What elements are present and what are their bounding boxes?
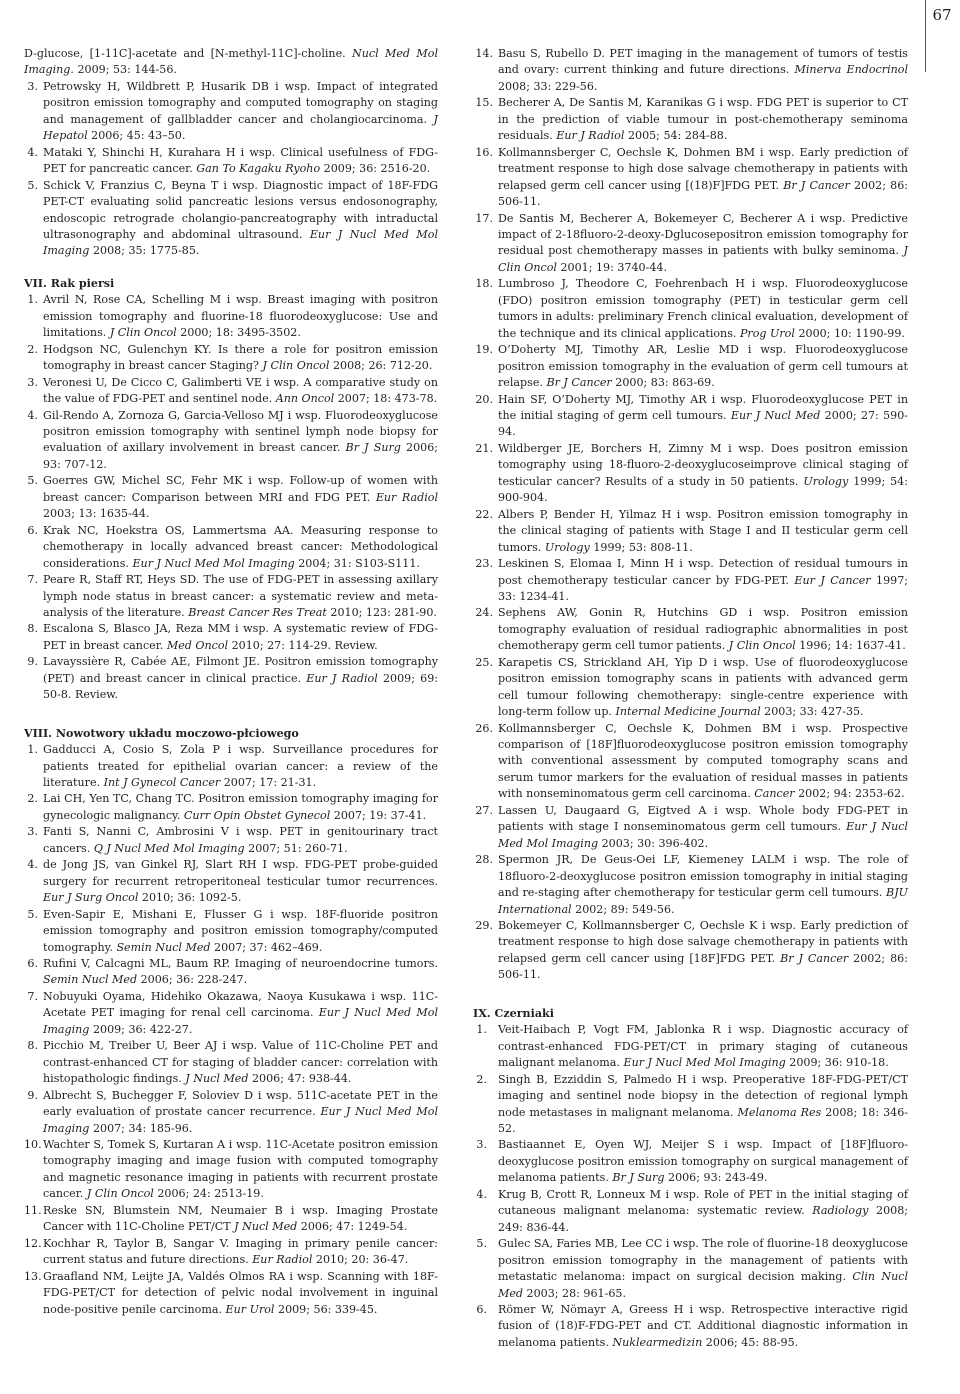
- reference-journal: Br J Surg: [345, 441, 401, 455]
- reference-journal: Breast Cancer Res Treat: [188, 605, 327, 619]
- reference-number: 4.: [27, 145, 38, 159]
- reference-number: 5.: [27, 907, 38, 921]
- reference-citation: 2010; 36: 1092-5.: [138, 891, 242, 905]
- reference-text: [493, 145, 908, 211]
- reference-text: [38, 342, 438, 375]
- reference-body: D-glucose, [1-11C]-acetate and [N-methyl-11C]-choline.: [24, 47, 353, 60]
- reference-citation: 2002; 86: 506-11.: [498, 951, 908, 982]
- reference-item: [24, 473, 438, 522]
- reference-journal: J Nucl Med: [234, 1220, 298, 1234]
- reference-journal: Internal Medicine Journal: [615, 705, 761, 719]
- reference-text: [38, 292, 438, 341]
- reference-citation: 2006; 93: 243-49.: [664, 1171, 768, 1185]
- reference-citation: 2009; 36: 422-27.: [89, 1022, 193, 1036]
- reference-body: Avril N, Rose CA, Schelling M i wsp. Breast imaging with positron emission tomography and fluorine-18 fluorodeoxyglucose: Use and limitations.: [43, 293, 438, 340]
- reference-number: 17.: [475, 211, 493, 225]
- reference-text: [24, 46, 438, 79]
- reference-number: 3.: [27, 825, 38, 839]
- right-continued-references: [473, 46, 908, 984]
- reference-citation: 2006; 47: 938-44.: [248, 1072, 352, 1086]
- reference-text: [38, 907, 438, 956]
- reference-item: [24, 621, 438, 654]
- reference-text: [493, 721, 908, 803]
- reference-number: 10.: [24, 1138, 42, 1151]
- reference-number: 21.: [475, 441, 493, 455]
- reference-journal: J Clin Oncol: [109, 326, 177, 340]
- reference-citation: 2006; 36: 228-247.: [137, 973, 248, 987]
- reference-number: 13.: [24, 1269, 42, 1283]
- reference-journal: Eur J Nucl Med Mol Imaging: [43, 227, 438, 258]
- reference-number: 2.: [476, 1072, 487, 1086]
- reference-text: [493, 95, 908, 144]
- reference-body: Römer W, Nömayr A, Greess H i wsp. Retrospective interactive rigid fusion of (18)F-FDG-PET and CT. Additional diagnostic information in melanoma patients.: [498, 1302, 908, 1349]
- reference-journal: Radiology: [812, 1204, 869, 1218]
- reference-number: 22.: [475, 507, 493, 521]
- reference-journal: J Clin Oncol: [86, 1187, 154, 1201]
- reference-number: 20.: [475, 392, 493, 406]
- reference-item: [24, 145, 438, 178]
- reference-item: [24, 408, 438, 474]
- reference-text: [487, 1137, 908, 1186]
- reference-body: Albrecht S, Buchegger F, Soloviev D i wsp. 511C-acetate PET in the early evaluation of prostate cancer recurrence.: [43, 1088, 438, 1119]
- reference-journal: Eur J Nucl Med Mol Imaging: [43, 1006, 439, 1036]
- reference-citation: 2004; 31: S103-S111.: [294, 556, 420, 570]
- reference-text: [38, 1236, 438, 1269]
- reference-item: [473, 556, 908, 605]
- reference-item: [473, 918, 908, 984]
- reference-number: 29.: [475, 919, 493, 933]
- reference-body: Basu S, Rubello D. PET imaging in the management of tumors of testis and ovary: current thinking and future directions.: [498, 47, 908, 77]
- reference-body: Goerres GW, Michel SC, Fehr MK i wsp. Follow-up of women with breast cancer: Comparison between MRI and FDG PET.: [43, 474, 438, 504]
- reference-citation: 2006; 47: 1249-54.: [297, 1220, 408, 1234]
- reference-journal: Cancer: [754, 787, 795, 801]
- reference-item: [473, 145, 908, 211]
- reference-text: [38, 654, 438, 703]
- reference-text: [38, 408, 438, 474]
- reference-citation: 2007; 17: 21-31.: [220, 776, 317, 790]
- reference-text: [38, 145, 438, 178]
- reference-body: Lai CH, Yen TC, Chang TC. Positron emission tomography imaging for gynecologic malignancy.: [43, 792, 438, 822]
- reference-body: Even-Sapir E, Mishani E, Flusser G i wsp. 18F-fluoride positron emission tomography and positron emission tomography/computed tomography.: [43, 907, 438, 954]
- reference-number: 25.: [475, 655, 493, 669]
- reference-number: 6.: [27, 957, 38, 971]
- reference-item: [24, 1137, 438, 1203]
- reference-body: Veit-Haibach P, Vogt FM, Jablonka R i wsp. Diagnostic accuracy of contrast-enhanced FDG-PET/CT in primary staging of cutaneous malignant melanoma.: [498, 1023, 908, 1070]
- reference-citation: 2008; 35: 1775-85.: [89, 244, 200, 258]
- reference-item: [473, 276, 908, 342]
- reference-citation: 2009; 53: 144-56.: [73, 63, 177, 77]
- reference-body: De Santis M, Becherer A, Bokemeyer C, Becherer A i wsp. Predictive impact of 2-18fluoro-2-deoxy-Dglucosepositron emission tomography for residual post chemotherapy masses in patients with bulky seminoma.: [498, 211, 908, 258]
- reference-item: [473, 342, 908, 391]
- reference-journal: Br J Cancer: [783, 178, 850, 192]
- reference-number: 14.: [475, 47, 493, 60]
- reference-text: [493, 918, 908, 984]
- reference-body: Kollmannsberger C, Oechsle K, Dohmen BM i wsp. Early prediction of treatment response to high dose salvage chemotherapy in patients with relapsed germ cell cancer using [(18)F]FDG PET.: [498, 145, 908, 192]
- reference-item: [473, 852, 908, 918]
- reference-item: [473, 1072, 908, 1138]
- reference-journal: Semin Nucl Med: [43, 973, 138, 987]
- reference-number: 15.: [475, 96, 493, 110]
- section-vii-references: [24, 292, 438, 703]
- reference-journal: Eur J Nucl Med Mol Imaging: [498, 820, 908, 850]
- reference-item: [24, 654, 438, 703]
- reference-number: 28.: [475, 853, 493, 867]
- reference-body: Fanti S, Nanni C, Ambrosini V i wsp. PET in genitourinary tract cancers.: [43, 825, 438, 855]
- reference-item: [24, 956, 438, 989]
- reference-item: [24, 523, 438, 572]
- reference-citation: 2007; 19: 37-41.: [330, 808, 427, 822]
- reference-text: [493, 392, 908, 441]
- reference-journal: Curr Opin Obstet Gynecol: [183, 808, 331, 822]
- reference-item: [473, 803, 908, 852]
- reference-text: [38, 1203, 438, 1236]
- section-viii-heading: VIII. Nowotwory układu moczowo-płciowego: [24, 726, 299, 740]
- reference-number: 1.: [27, 293, 38, 307]
- reference-body: Albers P, Bender H, Yilmaz H i wsp. Positron emission tomography in the clinical staging of patients with Stage I and II testicular germ cell tumors.: [498, 507, 908, 554]
- reference-text: [38, 824, 438, 857]
- reference-journal: J Clin Oncol: [498, 244, 908, 274]
- reference-journal: Eur J Radiol: [556, 129, 625, 143]
- reference-citation: 1996; 14: 1637-41.: [795, 639, 906, 653]
- reference-text: [487, 1187, 908, 1236]
- reference-text: [38, 791, 438, 824]
- reference-citation: 2000; 18: 3495-3502.: [176, 326, 301, 340]
- reference-citation: 1999; 54: 900-904.: [498, 474, 908, 505]
- reference-item: [473, 46, 908, 95]
- reference-body: Becherer A, De Santis M, Karanikas G i wsp. FDG PET is superior to CT in the prediction of viable tumour in post-chemotherapy seminoma residuals.: [498, 96, 908, 143]
- reference-text: [493, 556, 908, 605]
- reference-body: Gulec SA, Faries MB, Lee CC i wsp. The role of fluorine-18 deoxyglucose positron emission tomography in the management of patients with metastatic melanoma: impact on surgical decision making.: [498, 1237, 908, 1284]
- reference-number: 8.: [27, 1039, 38, 1053]
- reference-number: 4.: [27, 858, 38, 872]
- reference-number: 1.: [27, 743, 38, 757]
- reference-citation: 2006; 93: 707-12.: [43, 441, 439, 471]
- reference-number: 2.: [27, 792, 38, 806]
- section-viii-references: [24, 742, 438, 1318]
- reference-body: Gil-Rendo A, Zornoza G, Garcia-Velloso MJ i wsp. Fluorodeoxyglucose positron emission tomography with sentinel lymph node biopsy for evaluation of axillary involvement in breast cancer.: [43, 408, 438, 455]
- reference-citation: 2003; 30: 396-402.: [598, 836, 709, 850]
- reference-item: [473, 655, 908, 721]
- reference-citation: 2000; 83: 863-69.: [611, 376, 715, 390]
- reference-journal: BJU International: [498, 886, 908, 916]
- reference-citation: 2009; 36: 910-18.: [785, 1056, 889, 1070]
- reference-number: 6.: [476, 1302, 487, 1316]
- reference-text: [487, 1072, 908, 1138]
- reference-text: [493, 655, 908, 721]
- reference-number: 7.: [27, 573, 38, 587]
- reference-item: [24, 1088, 438, 1137]
- reference-citation: 2001; 19: 3740-44.: [556, 260, 667, 274]
- reference-body: Lavayssière R, Cabée AE, Filmont JE. Positron emission tomography (PET) and breast cancer in clinical practice.: [43, 655, 438, 685]
- reference-text: [38, 473, 438, 522]
- reference-item: [24, 791, 438, 824]
- reference-citation: 2002; 94: 2353-62.: [794, 787, 905, 801]
- reference-item: [473, 1236, 908, 1302]
- reference-citation: 2008; 18: 346-52.: [498, 1105, 908, 1135]
- reference-citation: 2007; 34: 185-96.: [89, 1121, 193, 1135]
- reference-body: Kollmannsberger C, Oechsle K, Dohmen BM i wsp. Prospective comparison of [18F]fluorodeoxyglucose positron emission tomography with conventional assessment by computed tomography scans and serum tumor markers for the evaluation of residual masses in patients with nonseminomatous germ cell carcinoma.: [498, 721, 908, 801]
- reference-body: Kochhar R, Taylor B, Sangar V. Imaging in primary penile cancer: current status and future directions.: [43, 1236, 438, 1267]
- reference-citation: 1997; 33: 1234-41.: [498, 573, 909, 603]
- reference-citation: 1999; 53: 808-11.: [589, 540, 693, 554]
- reference-number: 23.: [475, 557, 493, 571]
- left-intro-references: [24, 46, 438, 260]
- reference-number: 1.: [476, 1023, 487, 1037]
- header-rule: [925, 0, 926, 72]
- reference-citation: 2010; 27: 114-29. Review.: [228, 638, 378, 652]
- reference-number: 19.: [475, 343, 493, 357]
- reference-body: de Jong JS, van Ginkel RJ, Slart RH I wsp. FDG-PET probe-guided surgery for recurrent retroperitoneal testicular tumor recurrences.: [43, 858, 438, 888]
- reference-text: [38, 621, 438, 654]
- reference-item: [24, 742, 438, 791]
- reference-text: [38, 523, 438, 572]
- reference-number: 27.: [475, 803, 493, 817]
- reference-item: [473, 441, 908, 507]
- reference-item: [473, 1302, 908, 1351]
- reference-journal: Eur J Cancer: [794, 573, 871, 587]
- reference-body: Krak NC, Hoekstra OS, Lammertsma AA. Measuring response to chemotherapy in locally advanced breast cancer: Methodological considerations.: [43, 523, 438, 570]
- reference-citation: 2006; 24: 2513-19.: [153, 1187, 264, 1201]
- reference-body: Bokemeyer C, Kollmannsberger C, Oechsle K i wsp. Early prediction of treatment response to high dose salvage chemotherapy in patients with relapsed germ cell cancer using [18F]FDG PET.: [498, 919, 908, 965]
- reference-journal: J Nucl Med: [185, 1072, 249, 1086]
- reference-item: [24, 1236, 438, 1269]
- reference-body: Singh B, Ezziddin S, Palmedo H i wsp. Preoperative 18F-FDG-PET/CT imaging and sentinel node biopsy in the detection of regional lymph node metastases in malignant melanoma.: [498, 1072, 908, 1119]
- reference-body: Hodgson NC, Gulenchyn KY. Is there a role for positron emission tomography in breast cancer Staging?: [43, 342, 438, 373]
- reference-citation: 2007; 51: 260-71.: [244, 841, 348, 855]
- reference-number: 3.: [27, 79, 38, 93]
- reference-item: [24, 824, 438, 857]
- reference-number: 4.: [476, 1187, 487, 1201]
- reference-item: [24, 342, 438, 375]
- reference-journal: Br J Cancer: [546, 376, 612, 390]
- reference-item: [473, 211, 908, 277]
- reference-journal: J Clin Oncol: [262, 359, 330, 373]
- reference-body: Karapetis CS, Strickland AH, Yip D i wsp. Use of fluorodeoxyglucose positron emission tomography scans in patients with advanced germ cell tumour following chemotherapy: single-centre experience with long-term follow up.: [498, 655, 908, 719]
- reference-body: Spermon JR, De Geus-Oei LF, Kiemeney LALM i wsp. The role of 18fluoro-2-deoxyglucose positron emission tomography in initial staging and re-staging after chemotherapy for testicular germ cell tumours.: [498, 853, 908, 900]
- reference-citation: 2003; 33: 427-35.: [760, 705, 864, 719]
- reference-item: [24, 1203, 438, 1236]
- reference-journal: Q J Nucl Med Mol Imaging: [93, 841, 245, 855]
- reference-text: [38, 742, 438, 791]
- reference-citation: 2002; 86: 506-11.: [498, 178, 908, 209]
- reference-journal: Nucl Med Mol Imaging.: [24, 47, 438, 77]
- reference-body: Sephens AW, Gonin R, Hutchins GD i wsp. Positron emission tomography evaluation of residual radiographic abnormalities in post chemotherapy germ cell tumor patients.: [498, 606, 908, 653]
- reference-number: 12.: [24, 1236, 42, 1250]
- reference-journal: Melanoma Res: [737, 1105, 822, 1119]
- reference-citation: 2008; 249: 836-44.: [498, 1204, 908, 1234]
- reference-item: [473, 1137, 908, 1186]
- page-number: 67: [932, 6, 952, 24]
- reference-citation: 2010; 20: 36-47.: [312, 1253, 409, 1267]
- reference-text: [493, 46, 908, 95]
- reference-body: Mataki Y, Shinchi H, Kurahara H i wsp. Clinical usefulness of FDG-PET for pancreatic cancer.: [43, 145, 438, 176]
- reference-journal: J Hepatol: [43, 112, 438, 143]
- reference-body: Lassen U, Daugaard G, Eigtved A i wsp. Whole body FDG-PET in patients with stage I nonseminomatous germ cell tumours.: [498, 803, 908, 834]
- reference-body: Petrowsky H, Wildbrett P, Husarik DB i wsp. Impact of integrated positron emission tomography and computed tomography on staging and management of gallbladder cancer and cholangiocarcinoma.: [43, 79, 438, 126]
- reference-text: [38, 178, 438, 260]
- reference-citation: 2005; 54: 284-88.: [624, 129, 728, 143]
- reference-citation: 2009; 56: 339-45.: [274, 1302, 378, 1316]
- reference-body: Wildberger JE, Borchers H, Zimny M i wsp. Does positron emission tomography using 18-fluoro-2-deoxyglucoseimprove clinical staging of testicular cancer? Results of a study in 50 patients.: [498, 441, 908, 488]
- reference-journal: Urology: [803, 474, 849, 488]
- reference-body: Lumbroso J, Theodore C, Foehrenbach H i wsp. Fluorodeoxyglucose (FDO) positron emission tomography (PET) in testicular germ cell tumors in adults: preliminary French clinical evaluation, development of the technique and its clinical applications.: [498, 277, 908, 340]
- reference-journal: Urology: [544, 540, 590, 554]
- reference-text: [493, 276, 908, 342]
- left-column: [24, 46, 438, 1318]
- reference-body: Wachter S, Tomek S, Kurtaran A i wsp. 11C-Acetate positron emission tomography imaging and image fusion with computed tomography and magnetic resonance imaging in patients with recurrent prostate cancer.: [43, 1138, 438, 1201]
- reference-text: [493, 852, 908, 918]
- reference-citation: 2000; 27: 590-94.: [498, 408, 909, 439]
- reference-body: Bastiaannet E, Oyen WJ, Meijer S i wsp. Impact of [18F]fluoro-deoxyglucose positron emission tomography on surgical management of melanoma patients.: [498, 1138, 908, 1185]
- reference-text: [38, 375, 438, 408]
- reference-journal: Minerva Endocrinol: [794, 63, 908, 77]
- reference-text: [38, 956, 438, 989]
- reference-journal: Prog Urol: [739, 326, 795, 340]
- reference-item: [473, 605, 908, 654]
- reference-citation: 2009; 36: 2516-20.: [320, 162, 431, 176]
- reference-body: Krug B, Crott R, Lonneux M i wsp. Role of PET in the initial staging of cutaneous malignant melanoma: systematic review.: [498, 1187, 908, 1218]
- reference-citation: 2008; 33: 229-56.: [498, 79, 598, 93]
- reference-journal: Eur J Radiol: [306, 671, 378, 685]
- reference-item: [24, 46, 438, 79]
- reference-number: 6.: [27, 523, 38, 537]
- reference-journal: Eur J Nucl Med: [730, 408, 821, 422]
- reference-number: 5.: [27, 474, 38, 488]
- right-column: [473, 46, 908, 1351]
- reference-item: [473, 95, 908, 144]
- reference-body: Gadducci A, Cosio S, Zola P i wsp. Surveillance procedures for patients treated for epithelial ovarian cancer: a review of the literature.: [43, 743, 438, 790]
- reference-number: 9.: [27, 655, 38, 669]
- reference-text: [38, 1088, 438, 1137]
- reference-item: [24, 989, 438, 1038]
- reference-journal: Br J Surg: [612, 1171, 665, 1185]
- reference-journal: Eur J Nucl Med Mol Imaging: [132, 556, 295, 570]
- reference-text: [38, 1038, 438, 1087]
- reference-body: Reske SN, Blumstein NM, Neumaier B i wsp. Imaging Prostate Cancer with 11C-Choline PET/CT: [43, 1203, 438, 1234]
- reference-journal: Br J Cancer: [780, 951, 849, 965]
- reference-text: [487, 1302, 908, 1351]
- reference-journal: J Clin Oncol: [728, 639, 796, 653]
- reference-item: [473, 1187, 908, 1236]
- reference-number: 26.: [475, 721, 493, 735]
- reference-journal: Nuklearmedizin: [612, 1335, 703, 1349]
- reference-item: [24, 572, 438, 621]
- reference-text: [493, 342, 908, 391]
- reference-body: Escalona S, Blasco JA, Reza MM i wsp. A systematic review of FDG-PET in breast cancer.: [43, 622, 438, 652]
- reference-body: Schick V, Franzius C, Beyna T i wsp. Diagnostic impact of 18F-FDG PET-CT evaluating solid pancreatic lesions versus endosonography, endoscopic retrograde cholangio-pancreatography with intraductal ultrasonography and abdominal ultrasound.: [43, 178, 438, 241]
- reference-text: [38, 989, 438, 1038]
- reference-text: [493, 803, 908, 852]
- reference-item: [24, 857, 438, 906]
- reference-item: [24, 907, 438, 956]
- reference-text: [38, 857, 438, 906]
- reference-item: [24, 375, 438, 408]
- reference-citation: 2003; 28: 961-65.: [523, 1286, 627, 1300]
- reference-body: Hain SF, O’Doherty MJ, Timothy AR i wsp. Fluorodeoxyglucose PET in the initial staging of germ cell tumours.: [498, 392, 908, 422]
- reference-text: [493, 441, 908, 507]
- reference-citation: 2006; 45: 43–50.: [87, 129, 186, 143]
- reference-citation: 2006; 45: 88-95.: [702, 1335, 799, 1349]
- reference-number: 7.: [27, 989, 38, 1003]
- reference-journal: Eur Radiol: [252, 1253, 313, 1267]
- reference-journal: Eur J Nucl Med Mol Imaging: [43, 1105, 438, 1135]
- reference-number: 5.: [27, 178, 38, 192]
- reference-item: [24, 178, 438, 260]
- reference-number: 16.: [475, 145, 493, 159]
- reference-text: [487, 1236, 908, 1302]
- reference-item: [473, 392, 908, 441]
- reference-text: [38, 79, 438, 145]
- reference-journal: Clin Nucl Med: [498, 1270, 908, 1300]
- reference-item: [473, 721, 908, 803]
- reference-number: 24.: [475, 606, 493, 620]
- reference-citation: 2009; 69: 50-8. Review.: [43, 671, 438, 702]
- section-ix-heading: IX. Czerniaki: [473, 1006, 554, 1020]
- reference-text: [493, 507, 908, 556]
- reference-journal: Eur Radiol: [375, 490, 439, 504]
- reference-item: [24, 1269, 438, 1318]
- reference-journal: Ann Oncol: [275, 392, 335, 406]
- reference-citation: 2002; 89: 549-56.: [571, 902, 675, 916]
- reference-body: Picchio M, Treiber U, Beer AJ i wsp. Value of 11C-Choline PET and contrast-enhanced CT for staging of bladder cancer: correlation with histopathologic findings.: [43, 1039, 438, 1086]
- reference-item: [24, 79, 438, 145]
- reference-journal: Semin Nucl Med: [116, 940, 211, 954]
- reference-body: Graafland NM, Leijte JA, Valdés Olmos RA i wsp. Scanning with 18F-FDG-PET/CT for detection of pelvic nodal involvement in inguinal node-positive penile carcinoma.: [43, 1269, 438, 1316]
- reference-number: 18.: [475, 277, 493, 291]
- reference-body: Rufini V, Calcagni ML, Baum RP. Imaging of neuroendocrine tumors.: [43, 957, 438, 971]
- reference-item: [24, 292, 438, 341]
- reference-journal: Eur Urol: [225, 1302, 275, 1316]
- reference-number: 9.: [27, 1088, 38, 1102]
- reference-journal: Int J Gynecol Cancer: [103, 776, 221, 790]
- reference-text: [493, 211, 908, 277]
- reference-body: Nobuyuki Oyama, Hidehiko Okazawa, Naoya Kusukawa i wsp. 11C-Acetate PET imaging for renal cell carcinoma.: [43, 989, 438, 1020]
- reference-body: Leskinen S, Elomaa I, Minn H i wsp. Detection of residual tumours in post chemotherapy testicular cancer by FDG-PET.: [498, 557, 908, 587]
- reference-journal: Gan To Kagaku Ryoho: [196, 162, 321, 176]
- reference-citation: 2003; 13: 1635-44.: [43, 507, 150, 521]
- reference-number: 3.: [27, 375, 38, 389]
- reference-body: Veronesi U, De Cicco C, Galimberti VE i wsp. A comparative study on the value of FDG-PET and sentinel node.: [43, 375, 438, 406]
- reference-body: O’Doherty MJ, Timothy AR, Leslie MD i wsp. Fluorodeoxyglucose positron emission tomography in the evaluation of germ cell tumours at relapse.: [498, 343, 908, 390]
- reference-journal: Eur J Surg Oncol: [43, 891, 139, 905]
- reference-citation: 2007; 37: 462–469.: [210, 940, 323, 954]
- section-vii-heading: VII. Rak piersi: [24, 276, 115, 290]
- reference-item: [473, 1022, 908, 1071]
- reference-number: 3.: [476, 1138, 487, 1152]
- reference-number: 2.: [27, 342, 38, 356]
- reference-text: [487, 1022, 908, 1071]
- reference-number: 8.: [27, 622, 38, 636]
- section-ix-references: [473, 1022, 908, 1351]
- reference-item: [24, 1038, 438, 1087]
- reference-citation: 2010; 123: 281-90.: [326, 605, 437, 619]
- reference-journal: Eur J Nucl Med Mol Imaging: [623, 1056, 786, 1070]
- reference-number: 11.: [24, 1203, 42, 1217]
- reference-text: [38, 1269, 438, 1318]
- reference-number: 5.: [476, 1237, 487, 1251]
- reference-body: Peare R, Staff RT, Heys SD. The use of FDG-PET in assessing axillary lymph node status in breast cancer: a systematic review and meta-analysis of the literature.: [43, 573, 438, 619]
- reference-citation: 2008; 26: 712-20.: [329, 359, 433, 373]
- reference-citation: 2007; 18: 473-78.: [334, 392, 438, 406]
- reference-citation: 2000; 10: 1190-99.: [794, 326, 905, 340]
- reference-item: [473, 507, 908, 556]
- reference-number: 4.: [27, 408, 38, 422]
- reference-journal: Med Oncol: [166, 638, 229, 652]
- reference-text: [38, 1137, 438, 1203]
- reference-text: [493, 605, 908, 654]
- reference-text: [38, 572, 438, 621]
